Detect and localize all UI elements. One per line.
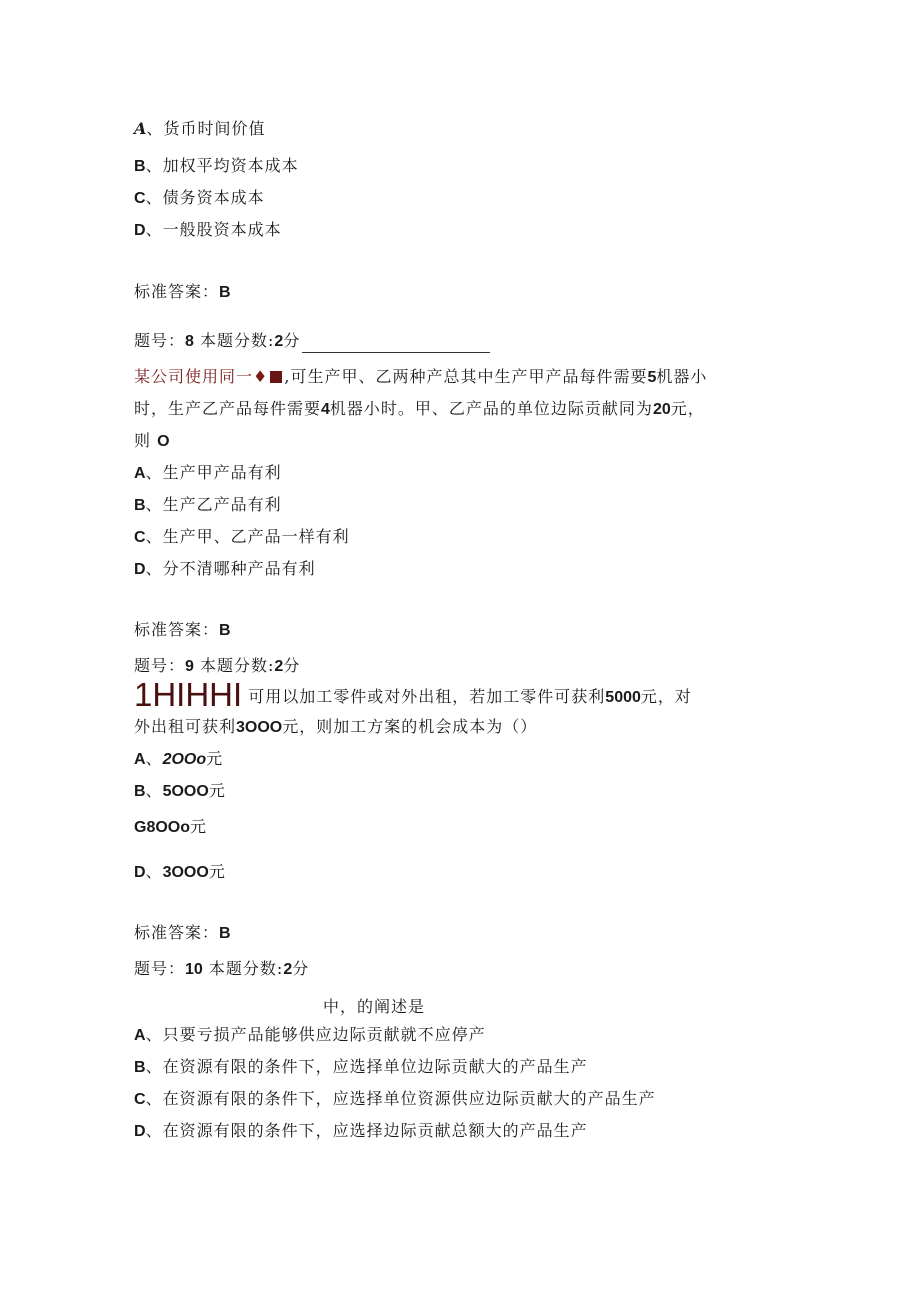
q9-answer: 标准答案：B xyxy=(134,923,231,942)
q8-stem-line-1: 某公司使用同一♦ ,可生产甲、乙两种产总其中生产甲产品每件需要5机器小 xyxy=(134,367,708,386)
option-a[interactable]: A、货币时间价值 xyxy=(134,119,266,138)
square-glyph xyxy=(270,371,282,383)
q10-header: 题号：10 本题分数:2分 xyxy=(134,959,310,978)
q9-stem-line-1: 1HIHHI 可用以加工零件或对外出租，若加工零件可获利5000元，对 xyxy=(134,676,692,713)
option-d[interactable]: D、在资源有限的条件下，应选择边际贡献总额大的产品生产 xyxy=(134,1121,588,1140)
option-b[interactable]: B、生产乙产品有利 xyxy=(134,495,282,514)
option-b[interactable]: B、在资源有限的条件下，应选择单位边际贡献大的产品生产 xyxy=(134,1057,588,1076)
q9-header: 题号：9 本题分数:2分 xyxy=(134,656,301,675)
option-a[interactable]: A、生产甲产品有利 xyxy=(134,463,282,482)
option-c[interactable]: G8OOo元 xyxy=(134,817,208,836)
diamond-glyph: ♦ xyxy=(253,367,269,386)
q10-stem: 中，的阐述是 xyxy=(323,997,426,1016)
option-d[interactable]: D、3OOO元 xyxy=(134,862,226,881)
option-d[interactable]: D、一般股资本成本 xyxy=(134,220,282,239)
q8-stem-line-2: 时，生产乙产品每件需要4机器小时。甲、乙产品的单位边际贡献同为20元， xyxy=(134,399,705,418)
q8-stem-line-3: 则 O xyxy=(134,431,170,450)
option-a[interactable]: A、只要亏损产品能够供应边际贡献就不应停产 xyxy=(134,1025,486,1044)
header-rule xyxy=(302,336,490,353)
option-c[interactable]: C、在资源有限的条件下，应选择单位资源供应边际贡献大的产品生产 xyxy=(134,1089,656,1108)
option-c[interactable]: C、生产甲、乙产品一样有利 xyxy=(134,527,350,546)
q8-header: 题号：8 本题分数:2分 xyxy=(134,330,490,353)
option-a[interactable]: A、2OOo元 xyxy=(134,749,224,768)
option-b[interactable]: B、加权平均资本成本 xyxy=(134,156,299,175)
option-d[interactable]: D、分不清哪种产品有利 xyxy=(134,559,316,578)
q9-stem-line-2: 外出租可获利3OOO元，则加工方案的机会成本为（） xyxy=(134,717,538,736)
option-b[interactable]: B、5OOO元 xyxy=(134,781,226,800)
q7-answer: 标准答案：B xyxy=(134,282,231,301)
q8-answer: 标准答案：B xyxy=(134,620,231,639)
option-c[interactable]: C、债务资本成本 xyxy=(134,188,265,207)
